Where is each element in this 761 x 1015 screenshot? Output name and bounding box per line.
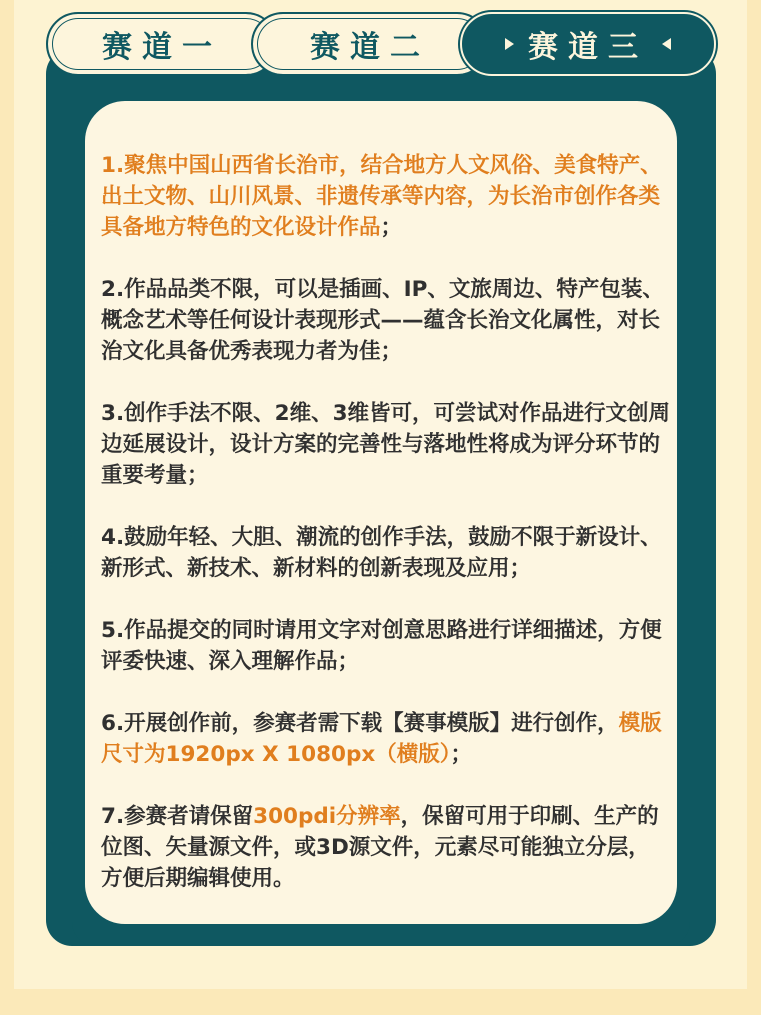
requirement-2-text: 2.作品品类不限，可以是插画、IP、文旅周边、特产包装、概念艺术等任何设计表现形式——蕴含长治文化属性，对长治文化具备优秀表现力者为佳；: [101, 277, 664, 364]
requirement-4-text: 4.鼓励年轻、大胆、潮流的创作手法，鼓励不限于新设计、新形式、新技术、新材料的创新表现及应用；: [101, 525, 662, 581]
requirement-1-highlight: 1.聚焦中国山西省长治市，结合地方人文风俗、美食特产、出土文物、山川风景、非遗传承等内容，为长治市创作各类具备地方特色的文化设计作品: [101, 153, 662, 240]
requirement-6-highlight: 模版尺寸为1920px X 1080px（横版）: [101, 711, 662, 767]
left-border-band: [0, 0, 14, 1015]
tab-track-1-label: 赛道一: [102, 30, 222, 65]
bottom-border-band: [0, 989, 761, 1015]
requirement-item-3: [101, 398, 671, 491]
tab-track-1[interactable]: [46, 12, 278, 76]
tab-track-3[interactable]: [460, 12, 716, 76]
tab-track-3-label: 赛道三: [528, 30, 648, 65]
requirements-list: [101, 150, 671, 925]
triangle-right-icon: [505, 38, 514, 50]
requirement-7-text: 7.参赛者请保留: [101, 804, 254, 829]
track-tabs: [46, 12, 716, 78]
right-border-band: [747, 0, 761, 1015]
requirement-item-7: [101, 801, 671, 894]
requirement-7-highlight: 300pdi分辨率: [253, 804, 401, 829]
tab-track-2[interactable]: [251, 12, 489, 76]
requirement-item-2: [101, 274, 671, 367]
requirement-7-suffix: ，保留可用于印刷、生产的位图、矢量源文件，或3D源文件，元素尽可能独立分层，方便后期编辑使用。: [101, 804, 659, 891]
requirement-item-1: [101, 150, 671, 243]
requirement-3-text: 3.创作手法不限、2维、3维皆可，可尝试对作品进行文创周边延展设计，设计方案的完善性与落地性将成为评分环节的重要考量；: [101, 401, 671, 488]
tab-track-2-label: 赛道二: [310, 30, 430, 65]
requirement-item-5: [101, 615, 671, 677]
requirement-6-text: 6.开展创作前，参赛者需下载【赛事模版】进行创作，: [101, 711, 619, 736]
requirement-item-4: [101, 522, 671, 584]
requirement-5-text: 5.作品提交的同时请用文字对创意思路进行详细描述，方便评委快速、深入理解作品；: [101, 618, 662, 674]
requirement-1-text: ；: [380, 215, 403, 240]
requirement-6-suffix: ；: [450, 742, 473, 767]
requirement-item-6: [101, 708, 671, 770]
triangle-left-icon: [662, 38, 671, 50]
